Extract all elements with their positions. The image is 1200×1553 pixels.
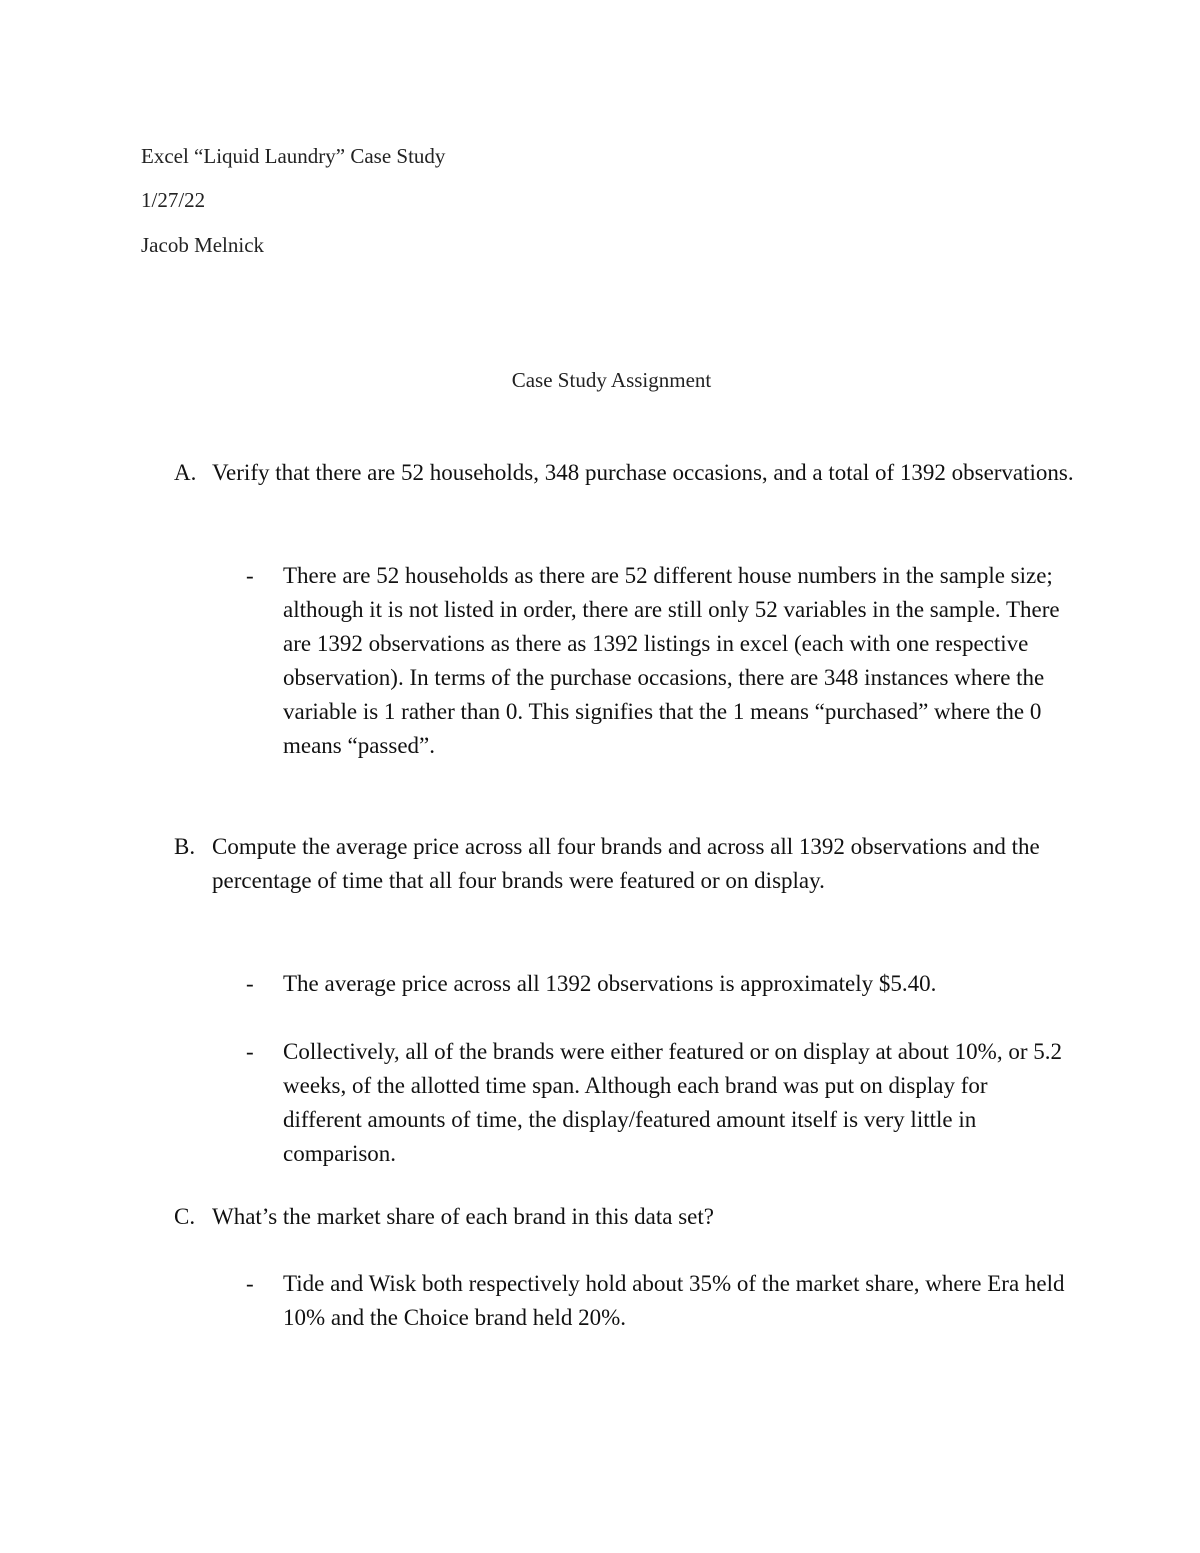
question-letter: B. [174,834,196,859]
answer-b-2 [246,1035,1066,1171]
answer-text: Collectively, all of the brands were either featured or on display at about 10%, or 5.2 weeks, of the allotted time span. Although each brand was put on display for different amounts of time, the display/featured amount itself is very little in comparison. [283,1039,1062,1166]
question-text: Verify that there are 52 households, 348 purchase occasions, and a total of 1392 observations. [212,460,1074,485]
question-a [174,456,1074,490]
answer-c-1 [246,1267,1066,1335]
answer-a-1 [246,559,1066,763]
answer-text: Tide and Wisk both respectively hold about 35% of the market share, where Era held 10% and the Choice brand held 20%. [283,1271,1065,1330]
answer-text: There are 52 households as there are 52 different house numbers in the sample size; although it is not listed in order, there are still only 52 variables in the sample. There are 1392 observations as there as 1392 listings in excel (each with one respective observation). In terms of the purchase occasions, there are 348 instances where the variable is 1 rather than 0. This signifies that the 1 means “purchased” where the 0 means “passed”. [283,563,1060,758]
bullet-dash: - [246,1039,254,1064]
question-text: Compute the average price across all four brands and across all 1392 observations and the percentage of time that all four brands were featured or on display. [212,834,1040,893]
bullet-dash: - [246,971,254,996]
section-heading: Case Study Assignment [511,368,712,392]
question-letter: C. [174,1204,196,1229]
answer-text: The average price across all 1392 observations is approximately $5.40. [283,971,937,996]
document-author: Jacob Melnick [141,233,265,257]
question-b [174,830,1074,898]
question-letter: A. [174,460,197,485]
question-c [174,1200,1074,1234]
document-date: 1/27/22 [141,188,206,212]
bullet-dash: - [246,1271,254,1296]
bullet-dash: - [246,563,254,588]
answer-b-1 [246,967,1066,1001]
question-text: What’s the market share of each brand in this data set? [212,1204,714,1229]
document-title: Excel “Liquid Laundry” Case Study [141,144,446,168]
